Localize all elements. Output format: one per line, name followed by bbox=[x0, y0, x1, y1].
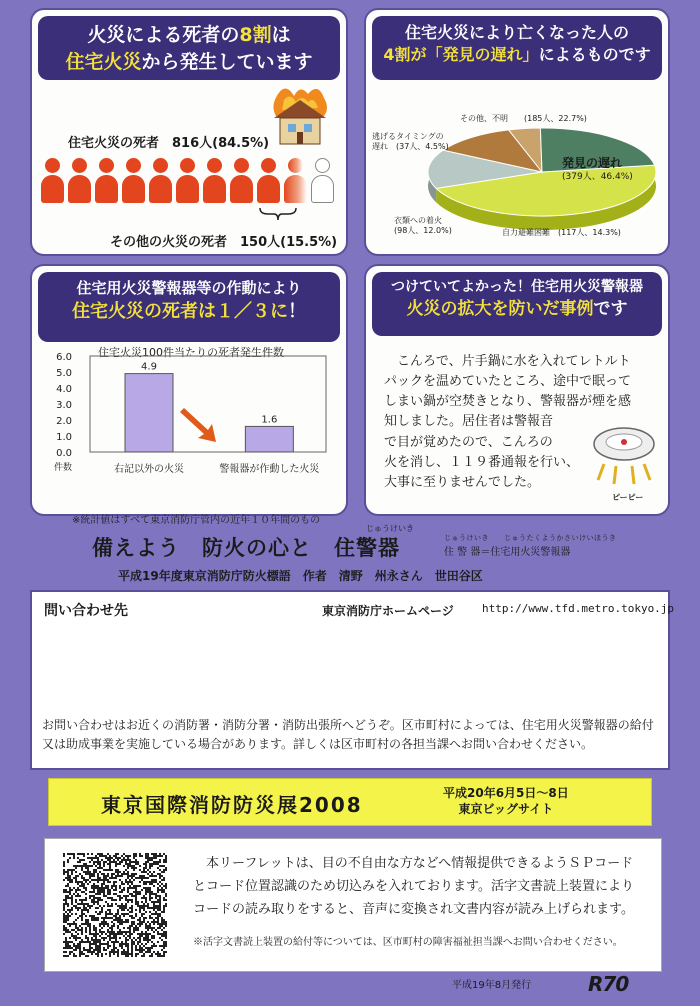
header-text: から発生しています bbox=[141, 50, 313, 73]
header-text: によるものです bbox=[538, 45, 651, 65]
contact-text bbox=[42, 716, 662, 753]
person-icon bbox=[121, 158, 145, 204]
pie-label-other: その他、不明 (185人、22.7%) bbox=[460, 114, 587, 123]
issue-date: 平成19年8月発行 bbox=[452, 980, 532, 991]
header-highlight: 8割 bbox=[239, 24, 272, 46]
panel1-header bbox=[38, 16, 340, 80]
contact-box bbox=[30, 590, 675, 770]
sp-text-line: コードの読み取りをすると、音声に変換され文書内容が読み上げられます。 bbox=[193, 901, 634, 917]
label-residential-deaths: 住宅火災の死者 816人(84.5%) bbox=[68, 136, 270, 151]
bar-value-label: 4.9 bbox=[141, 361, 157, 373]
header-highlight: 4割が「発見の遅れ」 bbox=[383, 45, 539, 65]
chart-title: 住宅火災100件当たりの死者発生件数 bbox=[98, 346, 284, 359]
contact-text-line: 又は助成事業を実施している場合があります。詳しくは区市町村の各担当課へお問い合わせください。 bbox=[42, 736, 594, 751]
bar-value-label: 1.6 bbox=[261, 414, 278, 426]
y-tick-label: 0.0 bbox=[56, 448, 72, 459]
person-icon bbox=[40, 158, 64, 204]
y-axis-label: 件数 bbox=[54, 463, 73, 473]
slogan-author: 平成19年度東京消防庁防火標語 作者 清野 州永さん 世田谷区 bbox=[118, 569, 483, 583]
pie-label-text: 遅れ (37人、4.5%) bbox=[372, 142, 449, 152]
y-tick-label: 2.0 bbox=[56, 416, 72, 427]
y-tick-label: 6.0 bbox=[56, 352, 72, 363]
story-line: パックを温めていたところ、途中で眠って bbox=[384, 374, 632, 390]
fire-prevention-slogan: 備えよう 防火の心と 住警器 bbox=[92, 536, 400, 560]
person-icon bbox=[310, 158, 334, 204]
pie-label-clothing bbox=[394, 216, 452, 237]
person-icon bbox=[256, 158, 280, 204]
story-line: しまい鍋が空焚きとなり、警報器が煙を感 bbox=[384, 394, 632, 410]
stats-note: ※統計値はすべて東京消防庁管内の近年１０年間のもの bbox=[72, 515, 321, 526]
expo-date-text: 平成20年6月5日〜8日 bbox=[443, 786, 569, 800]
y-tick-label: 5.0 bbox=[56, 368, 72, 379]
y-tick-label: 3.0 bbox=[56, 400, 72, 411]
bracket-icon bbox=[258, 206, 298, 222]
contact-text-line: お問い合わせはお近くの消防署・消防分署・消防出張所へどうぞ。区市町村によっては、住宅用火災警報器の給付 bbox=[42, 718, 654, 732]
bar-chart bbox=[32, 342, 348, 514]
x-tick-label: 警報器が作動した火災 bbox=[219, 464, 320, 475]
pie-label-text: 発見の遅れ bbox=[562, 156, 623, 170]
header-text: 住宅用火災警報器等の作動により bbox=[76, 279, 302, 297]
pie-label-text: 衣類への着火 bbox=[394, 216, 442, 225]
story-line: 大事に至りませんでした。 bbox=[384, 474, 541, 490]
story-line: こんろで、片手鍋に水を入れてレトルト bbox=[384, 354, 631, 369]
header-text: 住宅火災により亡くなった人の bbox=[404, 23, 629, 42]
story-line: 火を消し、１１９番通報を行い、 bbox=[384, 454, 580, 470]
person-icon bbox=[229, 158, 253, 204]
y-tick-label: 1.0 bbox=[56, 432, 72, 443]
pie-label-late-discovery bbox=[562, 156, 633, 183]
x-tick-label: 右記以外の火災 bbox=[114, 464, 184, 475]
ruby-text: じゅうけいき bbox=[366, 524, 414, 533]
header-highlight: 住宅火災の死者は１／３に bbox=[72, 301, 288, 322]
header-text: ！ bbox=[288, 301, 306, 322]
panel-prevention-case bbox=[364, 264, 670, 516]
person-icon bbox=[67, 158, 91, 204]
expo-title: 東京国際消防防災展2008 bbox=[101, 793, 363, 817]
header-text: は bbox=[271, 24, 291, 46]
person-icon-row bbox=[40, 158, 334, 204]
contact-title: 問い合わせ先 bbox=[44, 603, 128, 619]
homepage-link[interactable]: http://www.tfd.metro.tokyo.jp bbox=[482, 602, 675, 615]
header-text: つけていてよかった！住宅用火災警報器 bbox=[391, 279, 643, 295]
header-highlight: 住宅火災 bbox=[65, 50, 142, 73]
sp-code-text bbox=[193, 853, 655, 921]
expo-date bbox=[443, 785, 569, 817]
header-text: 火災による死者の bbox=[87, 24, 240, 46]
person-icon bbox=[283, 158, 307, 204]
header-text: です bbox=[593, 298, 628, 319]
y-tick-label: 4.0 bbox=[56, 384, 72, 395]
alarm-sound-text: ピーピー bbox=[612, 493, 644, 502]
label-other-deaths: その他の火災の死者 150人(15.5%) bbox=[110, 235, 338, 250]
pie-label-timing bbox=[372, 132, 449, 153]
recycle-mark: R70 bbox=[588, 972, 629, 996]
pie-label-text: (379人、46.4%) bbox=[562, 171, 633, 182]
burning-house-icon bbox=[268, 86, 332, 146]
decrease-arrow-icon bbox=[180, 408, 216, 442]
panel-fire-deaths-share bbox=[30, 8, 348, 256]
story-line: で目が覚めたので、こんろの bbox=[384, 434, 553, 450]
panel2-header bbox=[372, 16, 662, 80]
sp-code-box bbox=[44, 838, 662, 972]
expo-banner bbox=[48, 778, 652, 826]
header-highlight: 火災の拡大を防いだ事例 bbox=[406, 298, 594, 319]
expo-venue: 東京ビッグサイト bbox=[458, 802, 554, 817]
person-icon bbox=[94, 158, 118, 204]
bar bbox=[245, 426, 293, 452]
pie-label-text: (98人、12.0%) bbox=[394, 226, 452, 236]
panel-alarm-effect bbox=[30, 264, 348, 516]
sp-code-note: ※活字文書読上装置の給付等については、区市町村の障害福祉担当課へお問い合わせください。 bbox=[193, 937, 623, 948]
person-icon bbox=[148, 158, 172, 204]
panel4-header bbox=[372, 272, 662, 336]
panel-late-discovery bbox=[364, 8, 670, 256]
story-line: 知しました。居住者は警報音 bbox=[384, 414, 554, 430]
sp-code-icon bbox=[63, 853, 167, 957]
person-icon bbox=[202, 158, 226, 204]
pie-label-text: 逃げるタイミングの bbox=[372, 132, 444, 141]
bar bbox=[125, 374, 173, 452]
pie-label-evacuation: 自力避難困難 (117人、14.3%) bbox=[502, 228, 621, 237]
sp-text-line: 本リーフレットは、目の不自由な方などへ情報提供できるようＳＰコード bbox=[193, 856, 634, 871]
panel3-header bbox=[38, 272, 340, 342]
ruby-text: じゅうけいき じゅうたくようかさいけいほうき bbox=[444, 534, 617, 542]
homepage-label: 東京消防庁ホームページ bbox=[322, 604, 454, 618]
person-icon bbox=[175, 158, 199, 204]
slogan-note: 住 警 器＝住宅用火災警報器 bbox=[444, 547, 571, 558]
sp-text-line: とコード位置認識のため切込みを入れております。活字文書読上装置により bbox=[193, 878, 634, 894]
